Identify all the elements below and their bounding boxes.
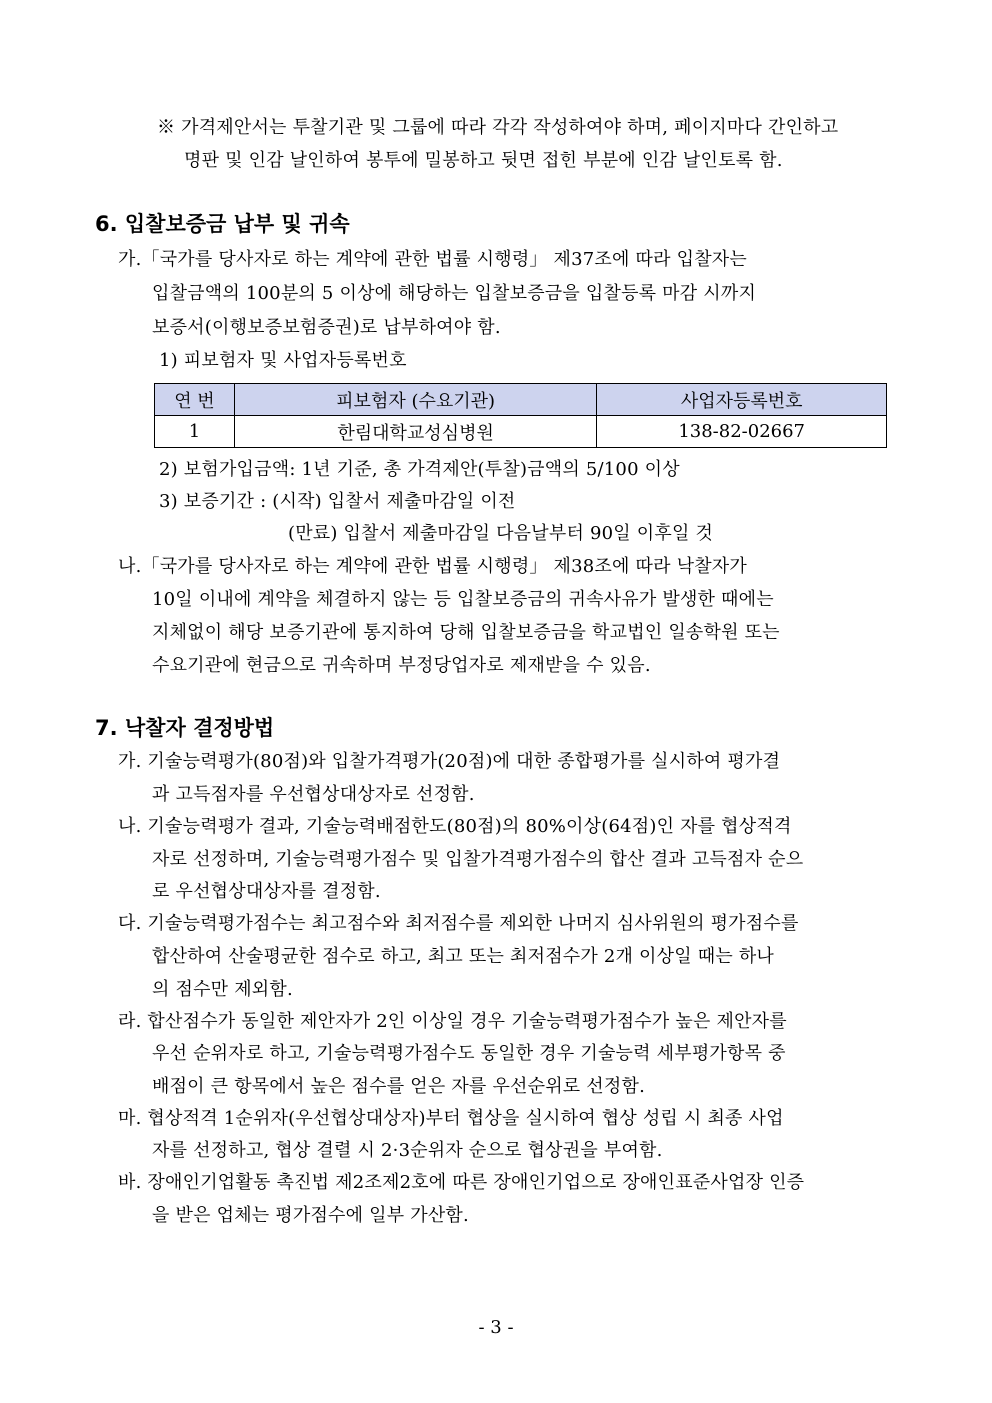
cell-seq: 1 xyxy=(155,416,235,448)
section-7-na-line-2: 자로 선정하며, 기술능력평가점수 및 입찰가격평가점수의 합산 결과 고득점자 순으 xyxy=(152,849,804,870)
section-6-ga-line-3: 보증서(이행보증보험증권)로 납부하여야 함. xyxy=(152,317,501,338)
section-6-ga-line-1: 가.「국가를 당사자로 하는 계약에 관한 법률 시행령」 제37조에 따라 입찰자는 xyxy=(118,249,747,270)
section-7-ga-line-2: 과 고득점자를 우선협상대상자로 선정함. xyxy=(152,784,475,805)
note-line-2: 명판 및 인감 날인하여 봉투에 밀봉하고 뒷면 접힌 부분에 인감 날인토록 함. xyxy=(184,150,783,171)
header-insured: 피보험자 (수요기관) xyxy=(234,384,596,416)
section-7-ba-line-1: 바. 장애인기업활동 촉진법 제2조제2호에 따른 장애인기업으로 장애인표준사업장 인증 xyxy=(118,1172,805,1193)
section-6-item-2: 2) 보험가입금액: 1년 기준, 총 가격제안(투찰)금액의 5/100 이상 xyxy=(159,459,680,480)
header-seq: 연 번 xyxy=(155,384,235,416)
section-7-ra-line-2: 우선 순위자로 하고, 기술능력평가점수도 동일한 경우 기술능력 세부평가항목 중 xyxy=(152,1043,786,1064)
cell-insured: 한림대학교성심병원 xyxy=(234,416,596,448)
note-line-1: ※ 가격제안서는 투찰기관 및 그룹에 따라 각각 작성하여야 하며, 페이지마다 간인하고 xyxy=(157,117,839,138)
section-7-da-line-3: 의 점수만 제외함. xyxy=(152,979,293,1000)
section-7-na-line-3: 로 우선협상대상자를 결정함. xyxy=(152,881,381,902)
section-6-ga-line-2: 입찰금액의 100분의 5 이상에 해당하는 입찰보증금을 입찰등록 마감 시까지 xyxy=(152,283,757,304)
section-6-heading: 6. 입찰보증금 납부 및 귀속 xyxy=(95,212,350,236)
section-6-na-line-4: 수요기관에 현금으로 귀속하며 부정당업자로 제재받을 수 있음. xyxy=(152,655,651,676)
section-7-ra-line-1: 라. 합산점수가 동일한 제안자가 2인 이상일 경우 기술능력평가점수가 높은 제안자를 xyxy=(118,1011,787,1032)
section-6-item-3-start: 3) 보증기간 : (시작) 입찰서 제출마감일 이전 xyxy=(159,491,516,512)
section-7-ga-line-1: 가. 기술능력평가(80점)와 입찰가격평가(20점)에 대한 종합평가를 실시하여 평가결 xyxy=(118,751,781,772)
page-number: - 3 - xyxy=(478,1317,514,1338)
cell-bizno: 138-82-02667 xyxy=(597,416,887,448)
section-7-ma-line-2: 자를 선정하고, 협상 결렬 시 2·3순위자 순으로 협상권을 부여함. xyxy=(152,1140,663,1161)
table-row xyxy=(155,416,887,448)
table-header-row xyxy=(155,384,887,416)
section-6-na-line-1: 나.「국가를 당사자로 하는 계약에 관한 법률 시행령」 제38조에 따라 낙찰자가 xyxy=(118,556,747,577)
header-bizno: 사업자등록번호 xyxy=(597,384,887,416)
insured-table xyxy=(154,383,887,448)
section-6-item-3-end: (만료) 입찰서 제출마감일 다음날부터 90일 이후일 것 xyxy=(288,523,714,544)
section-6-na-line-3: 지체없이 해당 보증기관에 통지하여 당해 입찰보증금을 학교법인 일송학원 또는 xyxy=(152,622,780,643)
section-7-ma-line-1: 마. 협상적격 1순위자(우선협상대상자)부터 협상을 실시하여 협상 성립 시 최종 사업 xyxy=(118,1108,784,1129)
section-7-da-line-1: 다. 기술능력평가점수는 최고점수와 최저점수를 제외한 나머지 심사위원의 평가점수를 xyxy=(118,913,799,934)
section-7-da-line-2: 합산하여 산술평균한 점수로 하고, 최고 또는 최저점수가 2개 이상일 때는 하나 xyxy=(152,946,775,967)
section-6-item-1: 1) 피보험자 및 사업자등록번호 xyxy=(159,350,407,371)
section-7-na-line-1: 나. 기술능력평가 결과, 기술능력배점한도(80점)의 80%이상(64점)인 자를 협상적격 xyxy=(118,816,792,837)
section-7-heading: 7. 낙찰자 결정방법 xyxy=(95,716,275,740)
section-7-ba-line-2: 을 받은 업체는 평가점수에 일부 가산함. xyxy=(152,1205,469,1226)
section-7-ra-line-3: 배점이 큰 항목에서 높은 점수를 얻은 자를 우선순위로 선정함. xyxy=(152,1076,645,1097)
section-6-na-line-2: 10일 이내에 계약을 체결하지 않는 등 입찰보증금의 귀속사유가 발생한 때에는 xyxy=(152,589,774,610)
